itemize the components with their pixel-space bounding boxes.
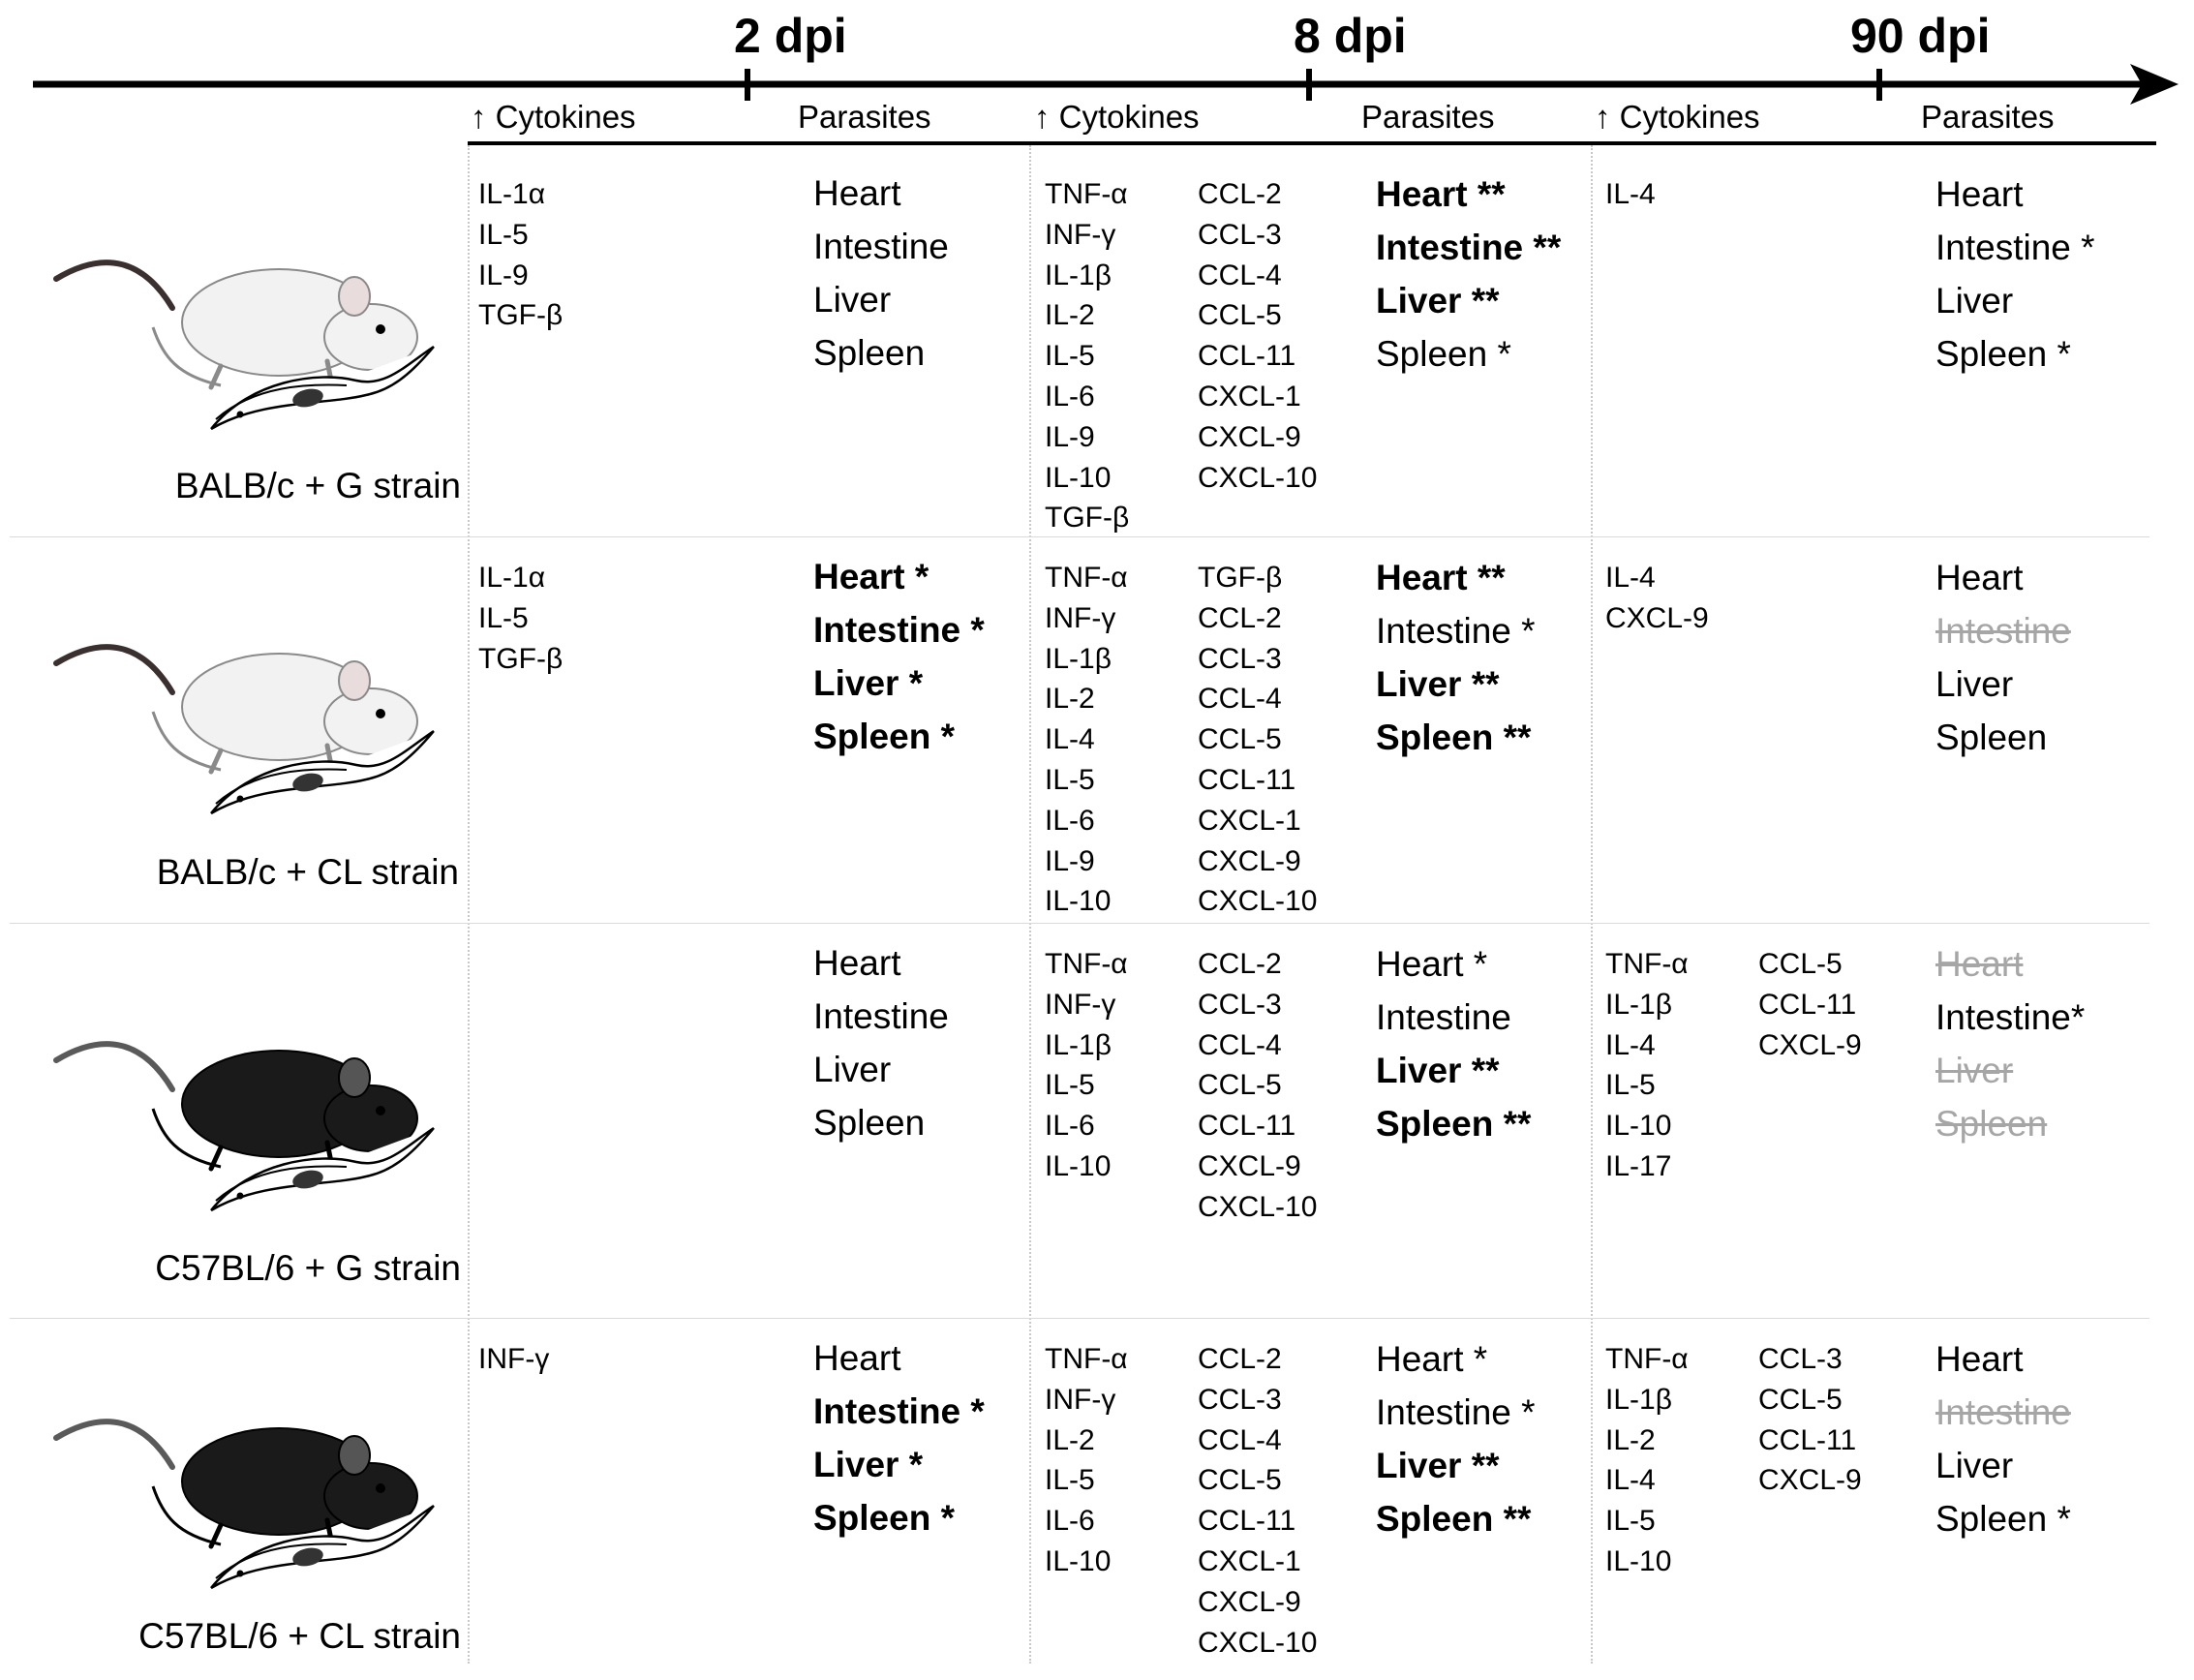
- parasite-organ: [1935, 1439, 2071, 1492]
- parasite-organ: [1376, 937, 1531, 991]
- balbc-mouse-illustration: [46, 221, 453, 443]
- organ-name: Spleen *: [813, 1498, 955, 1538]
- column-separator: [1029, 145, 1031, 1664]
- trypanosome-kinetoplast: [237, 1193, 244, 1200]
- parasite-organ: [1376, 1332, 1536, 1386]
- parasite-organ: [1376, 551, 1536, 604]
- cytokines-8dpi-a: [1045, 558, 1128, 922]
- organ-name: Spleen *: [1376, 334, 1511, 374]
- mouse-eye: [376, 1483, 385, 1493]
- cytokine-item: CCL-2: [1198, 178, 1282, 210]
- cytokine-item: IL-6: [1045, 804, 1095, 837]
- cytokine-item: CXCL-10: [1198, 1190, 1318, 1223]
- cytokine-item: TNF-α: [1045, 562, 1128, 594]
- timepoint-8dpi: 8 dpi: [1294, 9, 1407, 63]
- row-separator: [10, 1318, 2149, 1319]
- cytokine-item: INF-γ: [1045, 601, 1116, 634]
- mouse-eye: [376, 324, 385, 334]
- header-cytokines-2dpi: ↑ Cytokines: [471, 99, 636, 135]
- cytokines-2dpi: [478, 558, 563, 679]
- parasites-8dpi: [1376, 1332, 1536, 1545]
- parasite-organ: [813, 710, 985, 763]
- cytokine-item: IL-6: [1045, 380, 1095, 412]
- parasite-organ: [813, 657, 985, 710]
- mouse-ear: [339, 1058, 370, 1097]
- cytokines-90dpi-a: [1605, 174, 1656, 215]
- mouse-tail: [56, 1044, 172, 1089]
- cytokine-item: TGF-β: [478, 299, 564, 332]
- cytokine-item: IL-10: [1605, 1110, 1672, 1143]
- parasites-8dpi: [1376, 551, 1536, 764]
- organ-name: Heart *: [1376, 944, 1488, 984]
- organ-name: Liver **: [1376, 1051, 1500, 1090]
- organ-name: Spleen: [813, 1103, 926, 1143]
- organ-name: Spleen **: [1376, 1499, 1532, 1539]
- parasite-organ: [813, 1096, 949, 1149]
- organ-name: Intestine: [1935, 1392, 2071, 1432]
- organ-name: Liver **: [1376, 281, 1500, 321]
- organ-name: Heart: [1935, 944, 2024, 984]
- cytokine-item: INF-γ: [478, 1343, 550, 1375]
- parasite-organ: [813, 1438, 985, 1491]
- cytokine-item: IL-2: [1045, 299, 1095, 332]
- organ-name: Intestine *: [813, 610, 985, 650]
- organ-name: Liver: [1935, 281, 2014, 321]
- organ-name: Heart *: [1376, 1339, 1488, 1379]
- cytokine-item: IL-5: [478, 601, 529, 634]
- parasite-organ: [1935, 1044, 2085, 1097]
- parasites-2dpi: [813, 1331, 985, 1544]
- parasite-organ: [1376, 221, 1561, 274]
- cytokine-item: CCL-2: [1198, 948, 1282, 980]
- organ-name: Intestine: [1376, 997, 1511, 1037]
- cytokines-8dpi-b: [1198, 558, 1317, 922]
- cytokine-item: INF-γ: [1045, 1383, 1116, 1416]
- parasite-organ: [1935, 657, 2071, 711]
- cytokine-item: IL-10: [1045, 1544, 1112, 1577]
- cytokine-item: CCL-11: [1198, 763, 1296, 796]
- cytokine-item: CCL-5: [1758, 1383, 1843, 1416]
- cytokine-item: IL-2: [1045, 1423, 1095, 1456]
- parasites-90dpi: [1935, 551, 2071, 764]
- mouse-eye: [376, 709, 385, 718]
- header-parasites-8dpi: Parasites: [1361, 99, 1495, 135]
- organ-name: Spleen *: [1935, 334, 2071, 374]
- cytokine-item: TNF-α: [1605, 1343, 1689, 1375]
- cytokine-item: IL-10: [1605, 1544, 1672, 1577]
- parasite-organ: [1376, 711, 1536, 764]
- parasite-organ: [813, 1331, 985, 1385]
- mouse-tail: [56, 1421, 172, 1467]
- row-label: C57BL/6 + G strain: [155, 1248, 461, 1288]
- parasite-organ: [1935, 1386, 2071, 1439]
- parasite-organ: [1935, 168, 2095, 221]
- organ-name: Intestine **: [1376, 228, 1562, 267]
- cytokine-item: TGF-β: [1198, 562, 1283, 594]
- parasite-organ: [1376, 991, 1531, 1044]
- cytokine-item: IL-1β: [1045, 642, 1112, 675]
- organ-name: Liver: [813, 280, 892, 320]
- cytokine-item: IL-4: [1605, 1464, 1656, 1497]
- mouse-ear: [339, 661, 370, 700]
- organ-name: Intestine *: [1935, 228, 2095, 267]
- timepoint-90dpi: 90 dpi: [1850, 9, 1991, 63]
- cytokines-90dpi-a: [1605, 1339, 1689, 1582]
- mouse-tail: [56, 262, 172, 308]
- cytokine-item: IL-10: [1045, 461, 1112, 494]
- parasite-organ: [1376, 1492, 1536, 1545]
- parasites-8dpi: [1376, 937, 1531, 1150]
- parasites-8dpi: [1376, 168, 1561, 381]
- cytokine-item: CXCL-1: [1198, 380, 1301, 412]
- cytokines-2dpi: [478, 174, 563, 336]
- cytokine-item: CCL-11: [1198, 1505, 1296, 1538]
- cytokine-item: CCL-3: [1198, 1383, 1282, 1416]
- parasite-organ: [1376, 327, 1561, 381]
- organ-name: Spleen: [813, 333, 926, 373]
- cytokine-item: IL-1α: [478, 178, 546, 210]
- trypanosome-kinetoplast: [237, 412, 244, 418]
- row-separator: [10, 923, 2149, 924]
- cytokine-item: CCL-4: [1198, 1423, 1282, 1456]
- cytokine-item: CXCL-1: [1198, 1544, 1301, 1577]
- cytokines-8dpi-b: [1198, 1339, 1317, 1663]
- cytokine-item: IL-5: [1045, 1464, 1095, 1497]
- organ-name: Spleen **: [1376, 1104, 1532, 1144]
- parasite-organ: [813, 990, 949, 1043]
- parasite-organ: [1935, 937, 2085, 991]
- c57bl6-mouse-illustration: [46, 1380, 453, 1603]
- cytokines-8dpi-b: [1198, 944, 1317, 1228]
- cytokine-item: TGF-β: [1045, 502, 1130, 535]
- cytokine-item: CXCL-9: [1758, 1028, 1862, 1061]
- cytokine-item: CCL-4: [1198, 259, 1282, 291]
- balbc-mouse-illustration: [46, 605, 453, 828]
- cytokine-item: CCL-3: [1198, 988, 1282, 1021]
- parasite-organ: [1376, 657, 1536, 711]
- column-separator: [468, 145, 470, 1664]
- cytokine-item: CXCL-9: [1198, 844, 1301, 877]
- organ-name: Spleen *: [1935, 1499, 2071, 1539]
- cytokine-item: TNF-α: [1045, 178, 1128, 210]
- trypanosome-kinetoplast: [237, 796, 244, 803]
- parasite-organ: [813, 1385, 985, 1438]
- organ-name: Liver *: [813, 663, 924, 703]
- parasite-organ: [1376, 1439, 1536, 1492]
- organ-name: Liver **: [1376, 1446, 1500, 1485]
- cytokine-item: CCL-5: [1198, 1069, 1282, 1102]
- cytokine-item: CCL-2: [1198, 1343, 1282, 1375]
- organ-name: Heart **: [1376, 174, 1506, 214]
- parasite-organ: [1935, 221, 2095, 274]
- cytokine-item: CCL-5: [1198, 299, 1282, 332]
- cytokine-item: IL-6: [1045, 1110, 1095, 1143]
- parasite-organ: [1935, 1332, 2071, 1386]
- cytokines-8dpi-a: [1045, 174, 1129, 538]
- organ-name: Spleen **: [1376, 718, 1532, 757]
- header-cytokines-8dpi: ↑ Cytokines: [1034, 99, 1200, 135]
- parasites-90dpi: [1935, 168, 2095, 381]
- cytokine-item: IL-1β: [1605, 988, 1672, 1021]
- organ-name: Heart: [813, 1338, 901, 1378]
- cytokines-90dpi-b: [1758, 1339, 1862, 1501]
- parasite-organ: [1376, 274, 1561, 327]
- cytokine-item: IL-1β: [1045, 259, 1112, 291]
- parasite-organ: [813, 326, 949, 380]
- cytokine-item: IL-4: [1605, 1028, 1656, 1061]
- cytokines-8dpi-b: [1198, 174, 1317, 498]
- cytokine-item: INF-γ: [1045, 218, 1116, 251]
- column-separator: [1591, 145, 1593, 1664]
- parasite-organ: [1935, 711, 2071, 764]
- header-cytokines-90dpi: ↑ Cytokines: [1595, 99, 1760, 135]
- cytokines-8dpi-a: [1045, 1339, 1128, 1582]
- cytokine-item: CXCL-9: [1198, 1585, 1301, 1618]
- mouse-ear: [339, 277, 370, 316]
- cytokines-8dpi-a: [1045, 944, 1128, 1187]
- parasite-organ: [1935, 274, 2095, 327]
- organ-name: Heart: [813, 173, 901, 213]
- cytokine-item: CCL-5: [1758, 948, 1843, 980]
- organ-name: Heart: [1935, 174, 2024, 214]
- organ-name: Intestine *: [813, 1391, 985, 1431]
- cytokine-item: IL-4: [1605, 562, 1656, 594]
- row-label: BALB/c + G strain: [174, 466, 461, 505]
- cytokine-item: IL-17: [1605, 1149, 1672, 1182]
- cytokines-90dpi-a: [1605, 944, 1689, 1187]
- cytokine-item: CXCL-9: [1758, 1464, 1862, 1497]
- cytokine-item: IL-5: [1045, 1069, 1095, 1102]
- parasites-90dpi: [1935, 1332, 2071, 1545]
- cytokine-item: CCL-4: [1198, 683, 1282, 716]
- parasite-organ: [813, 273, 949, 326]
- parasite-organ: [1376, 168, 1561, 221]
- cytokine-item: CCL-5: [1198, 723, 1282, 756]
- cytokine-item: CCL-3: [1198, 218, 1282, 251]
- parasite-organ: [813, 167, 949, 220]
- cytokine-item: IL-2: [1605, 1423, 1656, 1456]
- cytokine-item: IL-5: [478, 218, 529, 251]
- cytokine-item: CXCL-1: [1198, 804, 1301, 837]
- cytokine-item: CXCL-9: [1605, 601, 1709, 634]
- cytokine-item: CCL-4: [1198, 1028, 1282, 1061]
- cytokine-item: IL-9: [478, 259, 529, 291]
- parasite-organ: [1935, 1097, 2085, 1150]
- parasite-organ: [813, 936, 949, 990]
- cytokine-item: IL-5: [1045, 763, 1095, 796]
- parasite-organ: [1376, 604, 1536, 657]
- cytokine-item: CCL-3: [1198, 642, 1282, 675]
- organ-name: Heart *: [813, 557, 929, 596]
- header-parasites-2dpi: Parasites: [798, 99, 931, 135]
- cytokines-90dpi-b: [1758, 944, 1862, 1065]
- organ-name: Liver: [1935, 1051, 2014, 1090]
- parasite-organ: [1376, 1386, 1536, 1439]
- mouse-ear: [339, 1436, 370, 1475]
- parasite-organ: [813, 603, 985, 657]
- organ-name: Liver **: [1376, 664, 1500, 704]
- header-parasites-90dpi: Parasites: [1921, 99, 2055, 135]
- cytokine-item: IL-4: [1605, 178, 1656, 210]
- organ-name: Spleen: [1935, 718, 2048, 757]
- cytokine-item: CXCL-10: [1198, 1626, 1318, 1659]
- organ-name: Heart **: [1376, 558, 1506, 597]
- cytokine-item: CCL-11: [1198, 1110, 1296, 1143]
- cytokine-item: CXCL-10: [1198, 461, 1318, 494]
- parasite-organ: [1935, 1492, 2071, 1545]
- cytokine-item: IL-5: [1605, 1069, 1656, 1102]
- organ-name: Intestine*: [1935, 997, 2086, 1037]
- c57bl6-mouse-illustration: [46, 1002, 453, 1225]
- cytokine-item: CCL-11: [1758, 1423, 1857, 1456]
- organ-name: Liver: [1935, 664, 2014, 704]
- cytokine-item: CCL-3: [1758, 1343, 1843, 1375]
- parasites-2dpi: [813, 167, 949, 380]
- cytokine-item: IL-1α: [478, 562, 546, 594]
- row-label: C57BL/6 + CL strain: [138, 1616, 461, 1656]
- organ-name: Liver *: [813, 1445, 924, 1484]
- cytokine-item: IL-10: [1045, 885, 1112, 918]
- cytokine-item: TNF-α: [1605, 948, 1689, 980]
- organ-name: Spleen *: [813, 717, 955, 756]
- trypanosome-kinetoplast: [237, 1571, 244, 1577]
- cytokine-item: IL-4: [1045, 723, 1095, 756]
- cytokine-item: IL-9: [1045, 420, 1095, 453]
- header-underline: [468, 141, 2156, 145]
- cytokine-item: TNF-α: [1045, 948, 1128, 980]
- mouse-eye: [376, 1106, 385, 1115]
- cytokine-item: IL-2: [1045, 683, 1095, 716]
- parasite-organ: [813, 1491, 985, 1544]
- cytokine-item: INF-γ: [1045, 988, 1116, 1021]
- parasite-organ: [1935, 551, 2071, 604]
- organ-name: Heart: [1935, 558, 2024, 597]
- organ-name: Intestine: [813, 227, 949, 266]
- parasite-organ: [813, 1043, 949, 1096]
- organ-name: Intestine: [1935, 611, 2071, 651]
- parasites-2dpi: [813, 550, 985, 763]
- parasite-organ: [1376, 1097, 1531, 1150]
- organ-name: Intestine *: [1376, 611, 1536, 651]
- organ-name: Intestine: [813, 996, 949, 1036]
- cytokine-item: IL-1β: [1605, 1383, 1672, 1416]
- parasite-organ: [1935, 604, 2071, 657]
- cytokine-item: IL-5: [1045, 340, 1095, 373]
- organ-name: Heart: [1935, 1339, 2024, 1379]
- cytokine-item: CCL-11: [1198, 340, 1296, 373]
- cytokine-item: TGF-β: [478, 642, 564, 675]
- cytokine-item: CXCL-10: [1198, 885, 1318, 918]
- parasite-organ: [813, 550, 985, 603]
- cytokine-item: CXCL-9: [1198, 420, 1301, 453]
- parasites-90dpi: [1935, 937, 2085, 1150]
- parasite-organ: [1935, 327, 2095, 381]
- cytokines-90dpi-a: [1605, 558, 1709, 639]
- cytokine-item: CCL-5: [1198, 1464, 1282, 1497]
- organ-name: Spleen: [1935, 1104, 2048, 1144]
- organ-name: Intestine *: [1376, 1392, 1536, 1432]
- timepoint-2dpi: 2 dpi: [734, 9, 847, 63]
- cytokine-item: IL-6: [1045, 1505, 1095, 1538]
- organ-name: Liver: [813, 1050, 892, 1089]
- parasite-organ: [1376, 1044, 1531, 1097]
- organ-name: Liver: [1935, 1446, 2014, 1485]
- cytokine-item: IL-9: [1045, 844, 1095, 877]
- parasite-organ: [813, 220, 949, 273]
- cytokine-item: CXCL-9: [1198, 1149, 1301, 1182]
- cytokine-item: IL-10: [1045, 1149, 1112, 1182]
- cytokine-item: CCL-2: [1198, 601, 1282, 634]
- parasites-2dpi: [813, 936, 949, 1149]
- row-label: BALB/c + CL strain: [156, 852, 459, 892]
- cytokine-item: CCL-11: [1758, 988, 1857, 1021]
- cytokines-2dpi: [478, 1339, 549, 1380]
- cytokine-item: TNF-α: [1045, 1343, 1128, 1375]
- organ-name: Heart: [813, 943, 901, 983]
- parasite-organ: [1935, 991, 2085, 1044]
- mouse-tail: [56, 647, 172, 692]
- cytokine-item: IL-1β: [1045, 1028, 1112, 1061]
- cytokine-item: IL-5: [1605, 1505, 1656, 1538]
